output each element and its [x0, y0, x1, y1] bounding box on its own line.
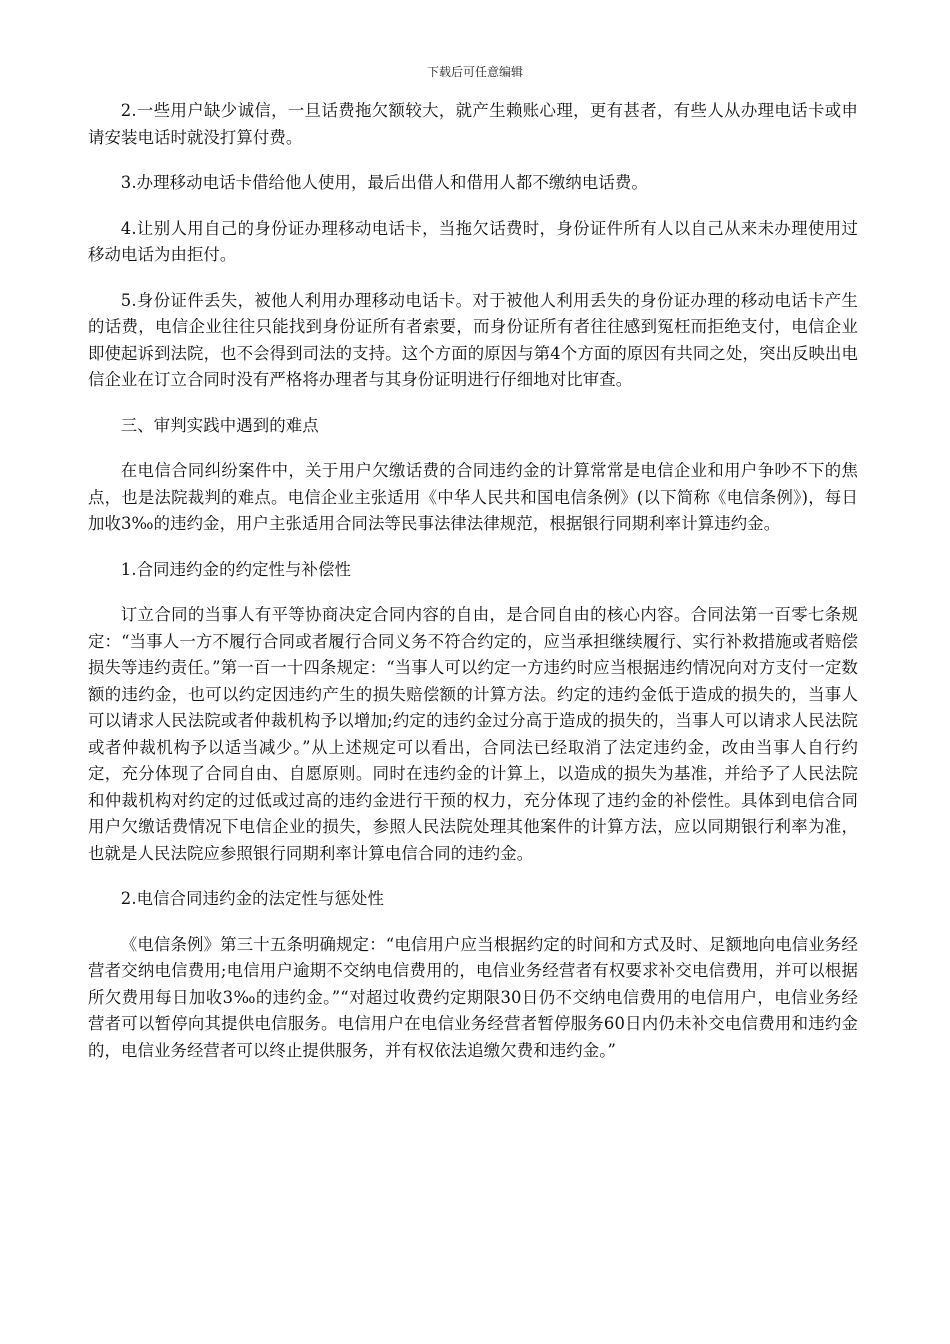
section-heading-difficulties: 三、审判实践中遇到的难点 — [120, 415, 319, 435]
subheading-statutory: 2.电信合同违约金的法定性与惩处性 — [120, 889, 384, 908]
paragraph-statutory: 《电信条例》第三十五条明确规定：“电信用户应当根据约定的时间和方式及时、足额地向电信业务经营者交纳电信费用;电信用户逾期不交纳电信费用的，电信业务经营者有权要求补交电信费用，并可以根据所欠费用每日加收3‰的违约金。”“对超过收费约定期限30日仍不交纳电信费用的电信用户，电信业务经营者可以暂停向其提供电信服务。电信用户在电信业务经营者暂停服务60日内仍未补交电信费用和违约金的，电信业务经营者可以终止提供服务，并有权依法追缴欠费和违约金。” — [88, 934, 858, 1060]
paragraph-item-5: 5.身份证件丢失，被他人利用办理移动电话卡。对于被他人利用丢失的身份证办理的移动电话卡产生的话费，电信企业往往只能找到身份证所有者索要，而身份证所有者往往感到冤枉而拒绝支付，电信企业即使起诉到法院，也不会得到司法的支持。这个方面的原因与第4个方面的原因有共同之处，突出反映出电信企业在订立合同时没有严格将办理者与其身份证明进行仔细地对比审查。 — [88, 290, 858, 389]
page-header: 下载后可任意编辑 — [426, 65, 523, 79]
document-body — [88, 98, 858, 1083]
paragraph-item-3: 3.办理移动电话卡借给他人使用，最后出借人和借用人都不缴纳电话费。 — [120, 173, 648, 192]
paragraph-compensatory: 订立合同的当事人有平等协商决定合同内容的自由，是合同自由的核心内容。合同法第一百零七条规定：“当事人一方不履行合同或者履行合同义务不符合约定的，应当承担继续履行、实行补救措施或者赔偿损失等违约责任。”第一百一十四条规定：“当事人可以约定一方违约时应当根据违约情况向对方支付一定数额的违约金，也可以约定因违约产生的损失赔偿额的计算方法。约定的违约金低于造成的损失的，当事人可以请求人民法院或者仲裁机构予以增加;约定的违约金过分高于造成的损失的，当事人可以请求人民法院或者仲裁机构予以适当减少。”从上述规定可以看出，合同法已经取消了法定违约金，改由当事人自行约定，充分体现了合同自由、自愿原则。同时在违约金的计算上，以造成的损失为基准，并给予了人民法院和仲裁机构对约定的过低或过高的违约金进行干预的权力，充分体现了违约金的补偿性。具体到电信合同用户欠缴话费情况下电信企业的损失，参照人民法院处理其他案件的计算方法，应以同期银行利率为准，也就是人民法院应参照银行同期利率计算电信合同的违约金。 — [88, 605, 858, 863]
paragraph-item-4: 4.让别人用自己的身份证办理移动电话卡，当拖欠话费时，身份证件所有人以自己从来未办理使用过移动电话为由拒付。 — [88, 218, 858, 264]
paragraph-item-2: 2.一些用户缺少诚信，一旦话费拖欠额较大，就产生赖账心理，更有甚者，有些人从办理电话卡或申请安装电话时就没打算付费。 — [88, 101, 858, 147]
subheading-compensatory: 1.合同违约金的约定性与补偿性 — [120, 559, 352, 579]
paragraph-intro: 在电信合同纠纷案件中，关于用户欠缴话费的合同违约金的计算常常是电信企业和用户争吵不下的焦点，也是法院裁判的难点。电信企业主张适用《中华人民共和国电信条例》(以下简称《电信条例》)，每日加收3‰的违约金，用户主张适用合同法等民事法律法律规范，根据银行同期利率计算违约金。 — [88, 461, 858, 533]
